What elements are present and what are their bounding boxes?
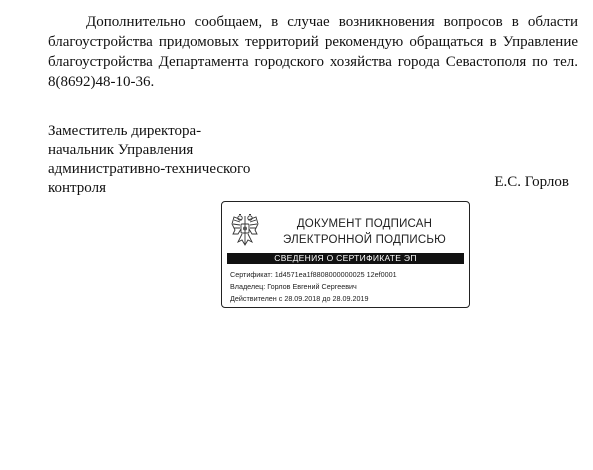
signer-title-line: начальник Управления (48, 142, 194, 158)
signer-title (48, 122, 250, 198)
stamp-title-line: ДОКУМЕНТ ПОДПИСАН (296, 218, 433, 230)
stamp-title (266, 216, 463, 248)
stamp-title-line: ЭЛЕКТРОННОЙ ПОДПИСЬЮ (283, 234, 446, 246)
signer-title-line: административно-технического (48, 161, 251, 177)
letter-paragraph: Дополнительно сообщаем, в случае возникновения вопросов в области благоустройства придомовых территорий рекомендую обращаться в Управление благоустройства Департамента городского хозяйства города Севастополя по тел. 8(8692)48-10-36. (48, 14, 578, 90)
certificate-details (230, 269, 465, 305)
electronic-signature-stamp (221, 201, 470, 308)
signer-title-line: Заместитель директора- (48, 123, 202, 139)
russian-coat-of-arms-icon (230, 212, 260, 248)
certificate-number: Сертификат: 1d4571ea1f8808000000025 12ef0001 (230, 270, 397, 279)
signer-title-line: контроля (48, 180, 106, 196)
signer-name: Е.С. Горлов (494, 174, 569, 190)
certificate-info-bar: СВЕДЕНИЯ О СЕРТИФИКАТЕ ЭП (227, 253, 464, 264)
certificate-validity: Действителен с 28.09.2018 до 28.09.2019 (230, 294, 369, 303)
certificate-owner: Владелец: Горлов Евгений Сергеевич (230, 282, 357, 291)
